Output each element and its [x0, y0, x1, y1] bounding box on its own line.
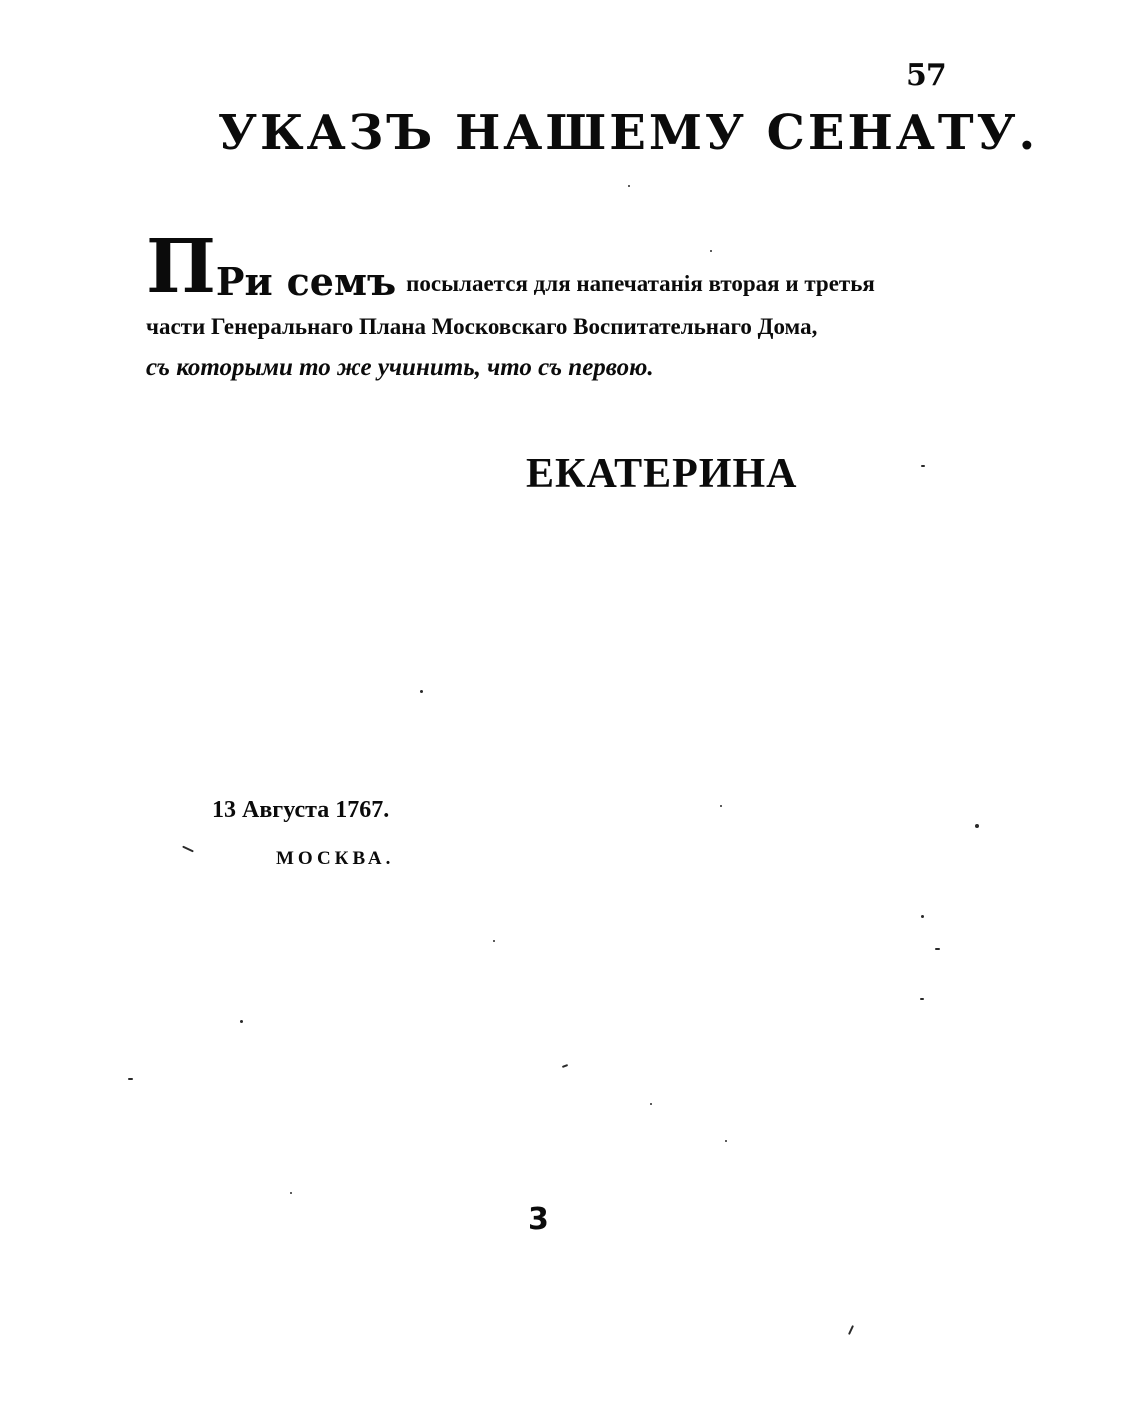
- decree-line-1: [146, 224, 946, 310]
- scan-speck: [921, 465, 925, 467]
- page-number: 57: [906, 58, 946, 93]
- scan-speck: [290, 1192, 292, 1194]
- opening-word-rest: Ри: [215, 259, 273, 304]
- scan-speck: [975, 824, 979, 828]
- scan-speck: [493, 940, 495, 942]
- scan-speck: [182, 846, 194, 853]
- scan-speck: [921, 915, 924, 918]
- scan-speck: [628, 185, 630, 187]
- decree-line-1-text: посылается для напечатанія вторая и третья: [406, 271, 875, 296]
- signature-mark: 3: [528, 1202, 549, 1237]
- scan-speck: [935, 948, 940, 950]
- drop-cap-initial: П: [146, 224, 216, 310]
- decree-place: МОСКВА.: [276, 848, 395, 869]
- scan-speck: [720, 805, 722, 807]
- scan-speck: [240, 1020, 243, 1023]
- signature-name: ЕКАТЕРИНА: [526, 451, 798, 497]
- decree-line-3: съ которыми то же учинить, что съ первою.: [146, 354, 654, 381]
- scan-speck: [562, 1064, 568, 1068]
- scan-speck: [128, 1078, 133, 1080]
- decree-date: 13 Августа 1767.: [212, 797, 390, 823]
- opening-word: семъ: [286, 259, 397, 304]
- scan-speck: [920, 998, 924, 1000]
- scan-speck: [848, 1325, 854, 1335]
- decree-body: [146, 224, 946, 394]
- decree-heading: УКАЗЪ НАШЕМУ СЕНАТУ.: [218, 105, 1039, 161]
- decree-line-2: части Генеральнаго Плана Московскаго Воспитательнаго Дома,: [146, 314, 818, 339]
- scan-speck: [650, 1103, 652, 1105]
- scan-speck: [725, 1140, 727, 1142]
- scan-speck: [420, 690, 423, 693]
- scan-speck: [710, 250, 712, 252]
